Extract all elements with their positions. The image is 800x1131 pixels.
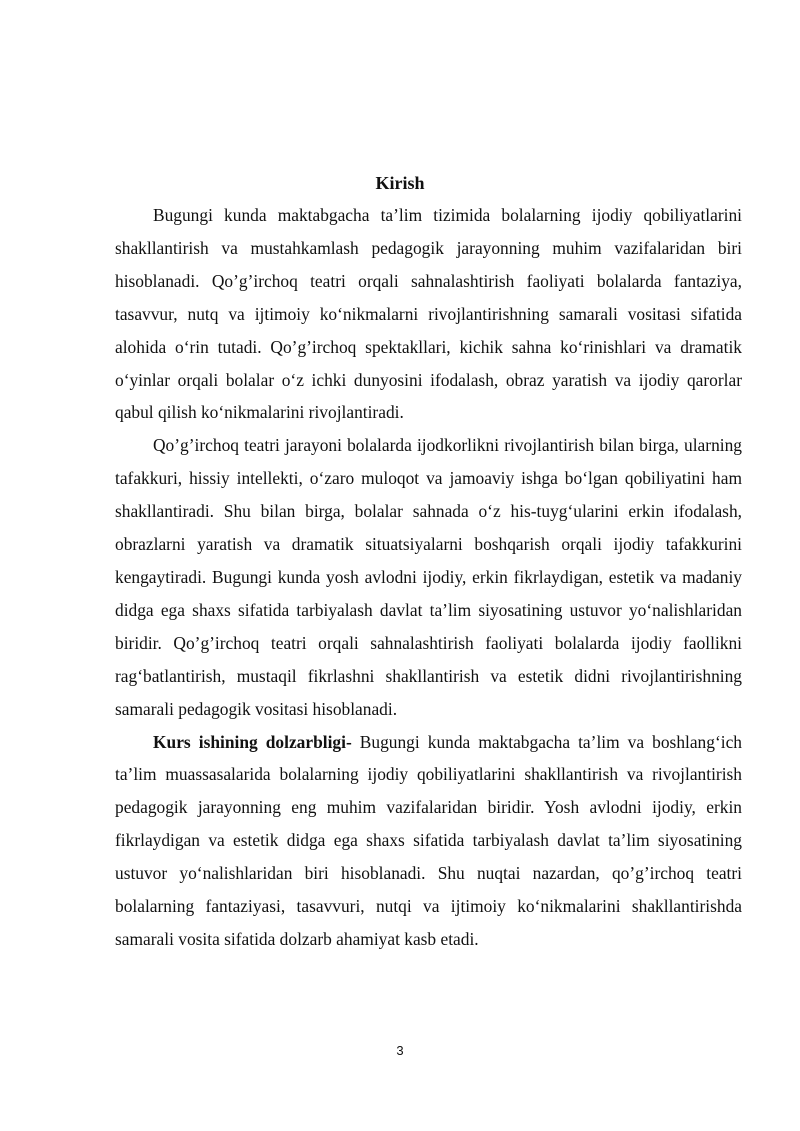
page-number: 3 [396,1043,404,1058]
section-heading: Kirish [375,173,425,193]
relevance-text: Bugungi kunda maktabgacha ta’lim va boshlang‘ich ta’lim muassasalarida bolalarning ijodiy qobiliyatlarini shakllantirish va rivojlantirish pedagogik jarayonning eng muhim vazifalaridan biridir. Yosh avlodni ijodiy, erkin fikrlaydigan va estetik didga ega shaxs sifatida tarbiyalash davlat ta’lim siyosatining ustuvor yo‘nalishlaridan biri hisoblanadi. Shu nuqtai nazardan, qo’g’irchoq teatri bolalarning fantaziyasi, tasavvuri, nutqi va ijtimoiy ko‘nikmalarini shakllantirishda samarali vosita sifatida dolzarb ahamiyat kasb etadi. [115,731,742,949]
body-text [115,199,742,956]
paragraph-introduction: Bugungi kunda maktabgacha ta’lim tizimida bolalarning ijodiy qobiliyatlarini shakllantirish va mustahkamlash pedagogik jarayonning muhim vazifalaridan biri hisoblanadi. Qo’g’irchoq teatri orqali sahnalashtirish faoliyati bolalarda fantaziya, tasavvur, nutq va ijtimoiy ko‘nikmalarni rivojlantirishning samarali vositasi sifatida alohida o‘rin tutadi. Qo’g’irchoq spektakllari, kichik sahna ko‘rinishlari va dramatik o‘yinlar orqali bolalar o‘z ichki dunyosini ifodalash, obraz yaratish va ijodiy qarorlar qabul qilish ko‘nikmalarini rivojlantiradi. [115,205,742,423]
relevance-lead: Kurs ishining dolzarbligi- [153,731,352,752]
paragraph-puppet-theatre: Qo’g’irchoq teatri jarayoni bolalarda ijodkorlikni rivojlantirish bilan birga, ularning tafakkuri, hissiy intellekti, o‘zaro muloqot va jamoaviy ishga bo‘lgan qobiliyatini ham shakllantiradi. Shu bilan birga, bolalar sahnada o‘z his-tuyg‘ularini erkin ifodalash, obrazlarni yaratish va dramatik situatsiyalarni boshqarish orqali ijodiy tafakkurini kengaytiradi. Bugungi kunda yosh avlodni ijodiy, erkin fikrlaydigan, estetik va madaniy didga ega shaxs sifatida tarbiyalash davlat ta’lim siyosatining ustuvor yo‘nalishlaridan biridir. Qo’g’irchoq teatri orqali sahnalashtirish faoliyati bolalarda ijodiy faollikni rag‘batlantirish, mustaqil fikrlashni shakllantirish va estetik didni rivojlantirishning samarali pedagogik vositasi hisoblanadi. [115,435,742,719]
paragraph-relevance [115,726,742,956]
